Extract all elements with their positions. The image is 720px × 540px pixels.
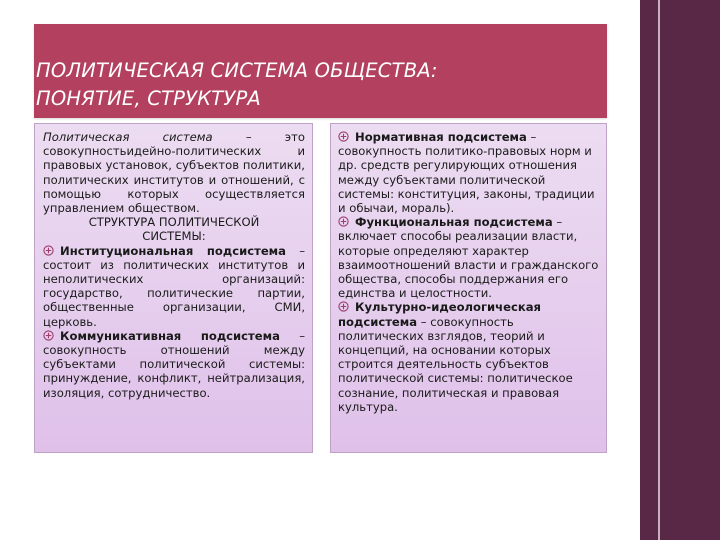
list-item-institutional [43, 244, 305, 329]
list-item-cultural-ideological [338, 300, 600, 414]
circled-plus-bullet-icon [43, 245, 54, 256]
item-text: – включает способы реализации власти, которые определяют характер взаимоотношений власти и гражданского общества, способы поддержания его единства и целостности. [338, 215, 599, 301]
item-term: Коммуникативная подсистема [60, 328, 280, 343]
list-item-communicative [43, 329, 305, 400]
item-term: Нормативная подсистема [355, 130, 527, 144]
decorative-sidebar [640, 0, 720, 540]
item-text: – совокупность отношений между субъектами политической системы: принуждение, конфликт, нейтрализация, изоляция, сотрудничество. [43, 328, 305, 400]
definition-paragraph [43, 130, 305, 215]
item-text: – совокупность политико-правовых норм и др. средств регулирующих отношения между субъектами политической системы: конституция, законы, традиции и обычаи, мораль). [338, 130, 595, 216]
item-term: Институциональная подсистема [60, 243, 286, 258]
list-item-functional [338, 215, 600, 300]
list-item-normative [338, 130, 600, 215]
item-term: Культурно-идеологическая подсистема [338, 300, 542, 329]
left-column-text [43, 130, 305, 400]
circled-plus-bullet-icon [43, 330, 54, 341]
slide-title-line-1: ПОЛИТИЧЕСКАЯ СИСТЕМА ОБЩЕСТВА: [36, 59, 438, 82]
circled-plus-bullet-icon [338, 216, 349, 227]
definition-text: – это совокупностьидейно-политических и правовых установок, субъектов политики, политических институтов и отношений, с помощью которых осуществляется управлением обществом. [43, 130, 305, 216]
item-term: Функциональная подсистема [355, 215, 553, 230]
definition-term: Политическая система [43, 130, 213, 144]
slide-title [36, 57, 438, 113]
circled-plus-bullet-icon [338, 301, 349, 312]
sidebar-divider-line [658, 0, 660, 540]
item-text: – состоит из политических институтов и неполитических организаций: государство, политические партии, общественные организации, СМИ, церковь. [43, 243, 305, 329]
item-text: – совокупность политических взглядов, теорий и концепций, на основании которых строится деятельность субъектов политической системы: политическое сознание, политическая и правовая культура. [338, 314, 573, 414]
circled-plus-bullet-icon [338, 131, 349, 142]
structure-heading [43, 215, 305, 243]
right-column-text [338, 130, 600, 414]
slide-title-line-2: ПОНЯТИЕ, СТРУКТУРА [36, 87, 261, 110]
structure-heading-line-2: СИСТЕМЫ: [142, 229, 206, 244]
structure-heading-line-1: СТРУКТУРА ПОЛИТИЧЕСКОЙ [88, 215, 260, 230]
